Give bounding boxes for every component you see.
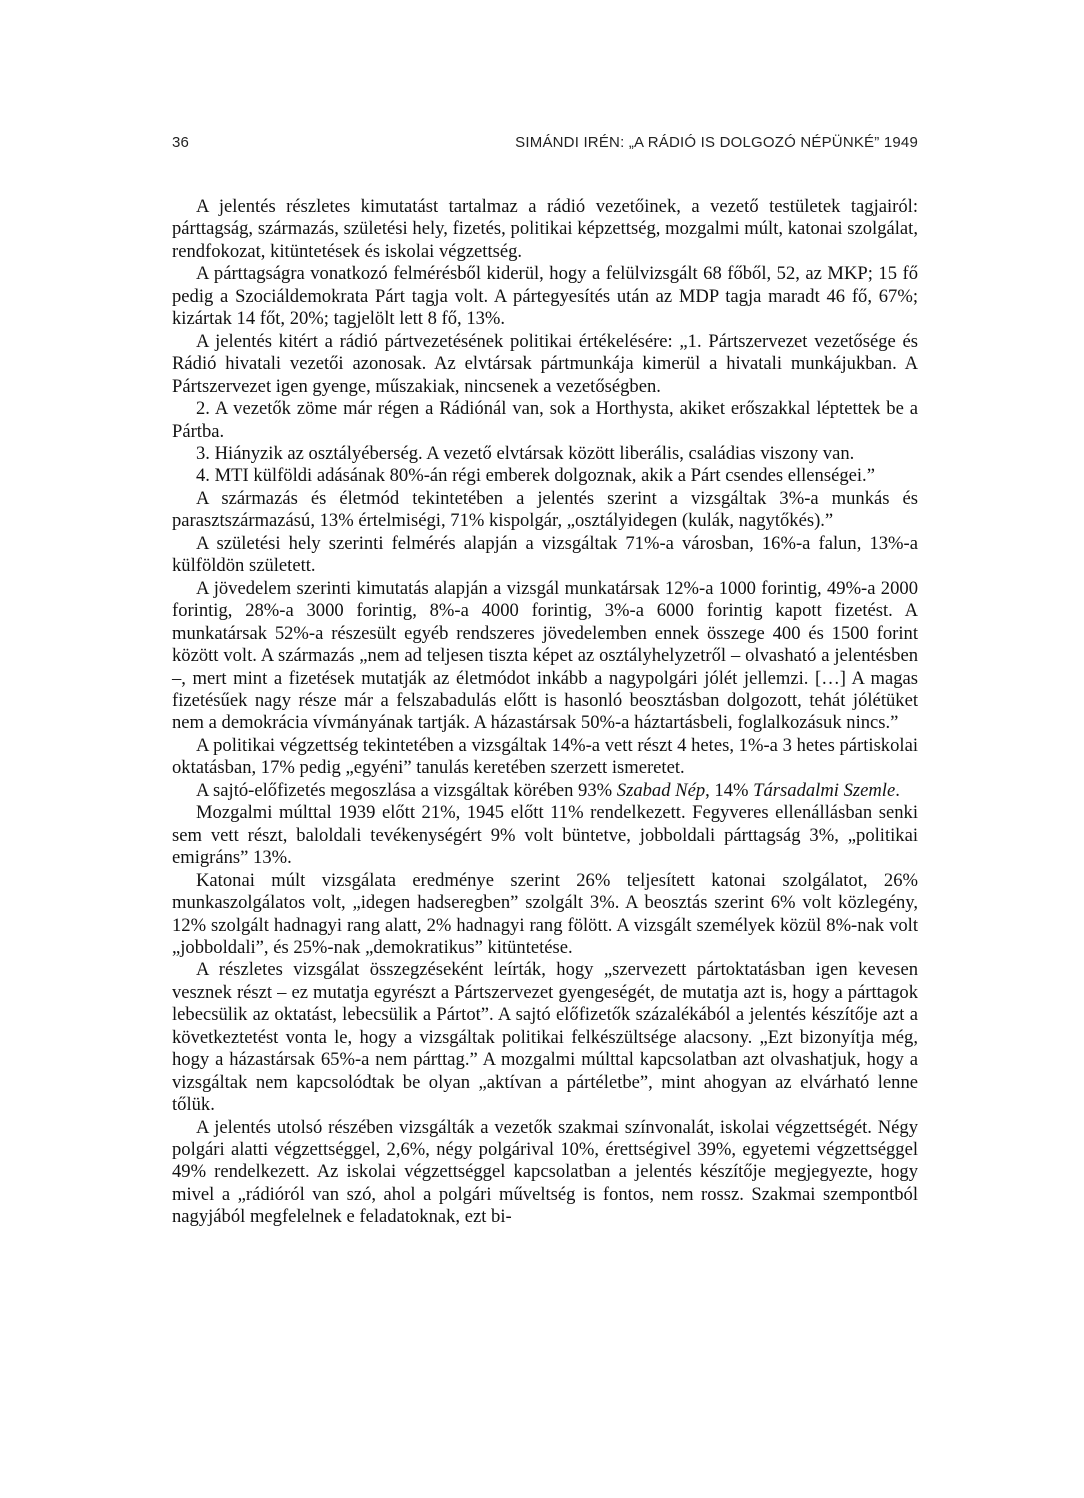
- paragraph-text: A sajtó-előfizetés megoszlása a vizsgáltak körében 93%: [196, 779, 617, 801]
- paragraph: A részletes vizsgálat összegzéseként leírták, hogy „szervezett pártoktatásban igen kevesen vesznek részt – ez mutatja egyrészt a Pártszervezet gyengeségét, de mutatja azt is, hogy a párttagok lebecsülik az oktatást, lebecsülik a Pártot”. A sajtó előfizetők százalékából a jelentés készítője azt a következtetést vonta le, hogy a vizsgáltak politikai felkészültsége alacsony. „Ezt bizonyítja még, hogy a házastársak 65%-a nem párttag.” A mozgalmi múlttal kapcsolatban azt olvashatjuk, hogy a vizsgáltak nem kapcsolódtak be olyan „aktívan a pártéletbe”, mint ahogyan az elvárható lenne tőlük.: [172, 959, 918, 1116]
- paragraph: A jelentés kitért a rádió pártvezetésének politikai értékelésére: „1. Pártszervezet vezetősége és Rádió hivatali vezetői azonosak. Az elvtársak pártmunkája kimerül a hivatali munkájukban. A Pártszervezet igen gyenge, műszakiak, nincsenek a vezetőségben.: [172, 330, 918, 397]
- publication-title: Társadalmi Szemle: [753, 779, 896, 801]
- paragraph: 3. Hiányzik az osztályéberség. A vezető elvtársak között liberális, családias viszony van.: [196, 442, 855, 464]
- paragraph: A jelentés utolsó részében vizsgálták a vezetők szakmai színvonalát, iskolai végzettségét. Négy polgári alatti végzettséggel, 2,6%, négy polgárival 10%, érettségivel 39%, egyetemi végzettséggel 49% rendelkezett. Az iskolai végzettséggel kapcsolatban a jelentés készítője megjegyezte, hogy mivel a „rádióról van szó, ahol a polgári műveltség is fontos, nem rossz. Szakmai szempontból nagyjából megfelelnek e feladatoknak, ezt bi-: [172, 1116, 918, 1228]
- paragraph: A politikai végzettség tekintetében a vizsgáltak 14%-a vett részt 4 hetes, 1%-a 3 hetes pártiskolai oktatásban, 17% pedig „egyéni” tanulás keretében szerzett ismeretet.: [172, 734, 918, 779]
- paragraph: Mozgalmi múlttal 1939 előtt 21%, 1945 előtt 11% rendelkezett. Fegyveres ellenállásban senki sem vett részt, baloldali tevékenységért 9% volt büntetve, jobboldali párttagság 3%, „politikai emigráns” 13%.: [172, 802, 918, 869]
- paragraph: 2. A vezetők zöme már régen a Rádiónál van, sok a Horthysta, akiket erőszakkal léptettek be a Pártba.: [172, 398, 918, 442]
- running-header-title: SIMÁNDI IRÉN: „A RÁDIÓ IS DOLGOZÓ NÉPÜNKÉ” 1949: [515, 134, 918, 151]
- paragraph: Katonai múlt vizsgálata eredménye szerint 26% teljesített katonai szolgálatot, 26% munkaszolgálatos volt, „idegen hadseregben” szolgált 3%. A beosztás szerint 6% volt közlegény, 12% szolgált hadnagyi rang alatt, 2% hadnagyi rang fölött. A vizsgált személyek közül 8%-nak volt „jobboldali”, és 25%-nak „demokratikus” kitüntetése.: [172, 869, 918, 958]
- publication-title: Szabad Nép: [616, 779, 706, 801]
- page-number: 36: [172, 134, 190, 151]
- paragraph: A jelentés részletes kimutatást tartalmaz a rádió vezetőinek, a vezető testületek tagjairól: párttagság, származás, születési hely, fizetés, politikai képzettség, mozgalmi múlt, katonai szolgálat, rendfokozat, kitüntetések és iskolai végzettség.: [172, 196, 918, 262]
- paragraph: 4. MTI külföldi adásának 80%-án régi emberek dolgoznak, akik a Párt csendes ellenségei.”: [196, 465, 875, 487]
- paragraph: [172, 780, 918, 802]
- paragraph-text: .: [895, 779, 900, 801]
- paragraph-text: , 14%: [705, 779, 754, 801]
- running-header: [172, 134, 918, 156]
- paragraph: A jövedelem szerinti kimutatás alapján a vizsgál munkatársak 12%-a 1000 forintig, 49%-a 2000 forintig, 28%-a 3000 forintig, 8%-a 4000 forintig, 3%-a 6000 forintig kapott fizetést. A munkatársak 52%-a részesült egyéb rendszeres jövedelemben ennek összege 400 és 1500 forint között volt. A származás „nem ad teljesen tiszta képet az osztályhelyzetről – olvasható a jelentésben –, mert mint a fizetések mutatják az életmódot inkább a nagypolgári jólét jellemzi. […] A magas fizetésűek nagy része már a felszabadulás előtt is hasonló beosztásban dolgozott, tehát jólétüket nem a demokrácia vívmányának tartják. A házastársak 50%-a háztartásbeli, foglalkozásuk nincs.”: [172, 577, 918, 734]
- paragraph: A születési hely szerinti felmérés alapján a vizsgáltak 71%-a városban, 16%-a falun, 13%-a külföldön született.: [172, 532, 918, 577]
- paragraph: A származás és életmód tekintetében a jelentés szerint a vizsgáltak 3%-a munkás és parasztszármazású, 13% értelmiségi, 71% kispolgár, „osztályidegen (kulák, nagytőkés).”: [172, 487, 918, 532]
- paragraph: A párttagságra vonatkozó felmérésből kiderül, hogy a felülvizsgált 68 főből, 52, az MKP; 15 fő pedig a Szociáldemokrata Párt tagja volt. A pártegyesítés után az MDP tagja maradt 46 fő, 67%; kizártak 14 főt, 20%; tagjelölt lett 8 fő, 13%.: [172, 263, 918, 330]
- body-text: [172, 196, 918, 1229]
